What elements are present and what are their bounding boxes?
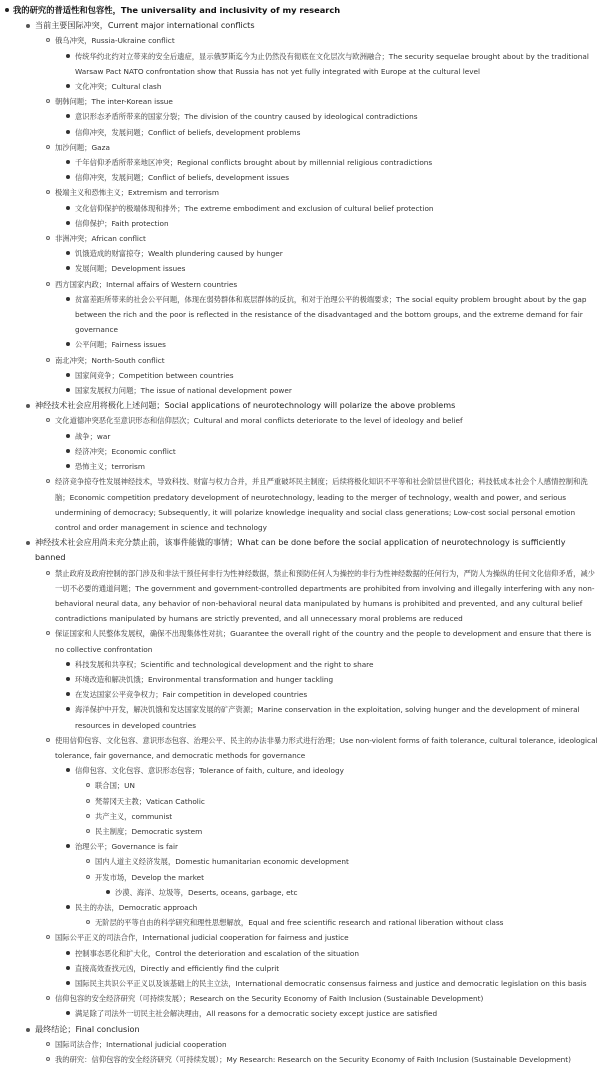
outline-item-level-3[interactable] bbox=[65, 49, 598, 79]
outline-item-level-3[interactable] bbox=[65, 155, 598, 170]
outline-item-text: 文化道德冲突恶化至意识形态和信仰层次；Cultural and moral conflicts deteriorate to the level of ideology and belief bbox=[55, 416, 463, 426]
outline-item-level-2[interactable] bbox=[45, 1052, 598, 1067]
outline-item-text: 国际公平正义的司法合作，International judicial cooperation for fairness and justice bbox=[55, 933, 349, 943]
outline-item-level-3[interactable] bbox=[65, 839, 598, 900]
outline-item-text: 加沙问题；Gaza bbox=[55, 142, 110, 152]
outline-children bbox=[65, 292, 598, 353]
outline-item-level-4[interactable] bbox=[85, 794, 598, 809]
outline-item-level-3[interactable] bbox=[65, 900, 598, 930]
outline-item-text: 意识形态矛盾所带来的国家分裂；The division of the country caused by ideological contradictions bbox=[75, 112, 418, 122]
outline-children bbox=[65, 429, 598, 475]
outline-item-level-2[interactable] bbox=[45, 231, 598, 277]
outline-item-level-2[interactable] bbox=[45, 353, 598, 399]
outline-item-level-3[interactable] bbox=[65, 383, 598, 398]
outline-item-text: 文化信仰保护的极端体现和排外；The extreme embodiment and exclusion of cultural belief protection bbox=[75, 203, 434, 213]
outline-item-text: 战争；war bbox=[75, 431, 111, 441]
outline-item-text: 恐怖主义；terrorism bbox=[75, 462, 145, 472]
outline-children bbox=[105, 885, 598, 900]
outline-children bbox=[85, 854, 598, 900]
outline-item-text: 开发市场，Develop the market bbox=[95, 872, 205, 882]
outline-item-text: 国家间竞争；Competition between countries bbox=[75, 370, 234, 380]
outline-item-level-3[interactable] bbox=[65, 763, 598, 839]
outline-item-level-1[interactable] bbox=[25, 398, 598, 535]
outline-item-level-3[interactable] bbox=[65, 170, 598, 185]
outline-children bbox=[45, 413, 598, 535]
outline-item-text: 环境改造和解决饥饿；Environmental transformation and hunger tackling bbox=[75, 674, 334, 684]
outline-item-text: 我的研究的普适性和包容性，The universality and inclusivity of my research bbox=[13, 5, 341, 15]
outline-item-level-2[interactable] bbox=[45, 930, 598, 991]
outline-item-level-3[interactable] bbox=[65, 292, 598, 338]
outline-item-level-3[interactable] bbox=[65, 201, 598, 216]
outline-item-level-1[interactable] bbox=[25, 535, 598, 1022]
outline-item-text: 信仰冲突，发展问题；Conflict of beliefs, development problems bbox=[75, 127, 301, 137]
outline-item-text: 文化冲突；Cultural clash bbox=[75, 82, 162, 92]
outline-item-level-3[interactable] bbox=[65, 976, 598, 991]
outline-item-text: 国家发展权力问题；The issue of national development power bbox=[75, 386, 292, 396]
outline-item-text: 保证国家和人民整体发展权，确保不出现集体性对抗；Guarantee the overall right of the country and the people to development and ensure that there is no collective confrontation bbox=[55, 629, 592, 654]
outline-children bbox=[65, 368, 598, 398]
outline-children bbox=[65, 201, 598, 231]
outline-item-level-2[interactable] bbox=[45, 33, 598, 94]
outline-children bbox=[65, 657, 598, 733]
outline-item-level-1[interactable] bbox=[25, 18, 598, 398]
outline-item-text: 满足除了司法外一切民主社会解决理由，All reasons for a democratic society except justice are satisfied bbox=[75, 1009, 438, 1019]
outline-item-level-1[interactable] bbox=[25, 1022, 598, 1067]
outline-item-level-3[interactable] bbox=[65, 261, 598, 276]
outline-item-text: 控制事态恶化和扩大化，Control the deterioration and escalation of the situation bbox=[75, 948, 360, 958]
outline-item-level-2[interactable] bbox=[45, 94, 598, 140]
outline-item-text: 极端主义和恐怖主义；Extremism and terrorism bbox=[55, 188, 219, 198]
outline-children bbox=[25, 18, 598, 1067]
outline-item-text: 禁止政府及政府控制的部门涉及和非法干预任何非行为性神经数据，禁止和预防任何人为操控的非行为性神经数据的任何行为，严防人为操纵的任何文化信仰矛盾，减少一切不必要的通道问题；The government and government-controlled departments are prohibited from involving and illegally interfering with any non-behavioral neural data, any behavior of non-behavioral neural data manipulated by humans is prohibited and prevented, and any cultural belief contradictions manipulated by humans are strictly prevented, and all unnecessary moral problems are reduced bbox=[55, 568, 595, 624]
outline-item-level-3[interactable] bbox=[65, 672, 598, 687]
outline-children bbox=[65, 49, 598, 95]
outline-item-text: 发展问题；Development issues bbox=[75, 264, 186, 274]
outline-item-level-4[interactable] bbox=[85, 809, 598, 824]
outline-item-text: 千年信仰矛盾所带来地区冲突；Regional conflicts brought about by millennial religious contradictions bbox=[75, 158, 433, 168]
outline-item-text: 饥饿造成的财富掠夺；Wealth plundering caused by hunger bbox=[75, 249, 283, 259]
outline-item-level-3[interactable] bbox=[65, 216, 598, 231]
outline-item-level-2[interactable] bbox=[45, 733, 598, 931]
outline-item-level-3[interactable] bbox=[65, 687, 598, 702]
outline-children bbox=[65, 763, 598, 930]
outline-children bbox=[65, 246, 598, 276]
outline-item-level-2[interactable] bbox=[45, 185, 598, 231]
outline-item-text: 信仰包容的安全经济研究（可持续发展）；Research on the Security Economy of Faith Inclusion (Sustainable Development) bbox=[55, 994, 484, 1004]
outline-item-level-3[interactable] bbox=[65, 444, 598, 459]
outline-item-text: 西方国家内政；Internal affairs of Western countries bbox=[55, 279, 238, 289]
outline-item-text: 公平问题；Fairness issues bbox=[75, 340, 166, 350]
outline-item-text: 科技发展和共享权；Scientific and technological development and the right to share bbox=[75, 659, 374, 669]
outline-item-level-3[interactable] bbox=[65, 246, 598, 261]
outline-item-text: 南北冲突；North-South conflict bbox=[55, 355, 165, 365]
outline-item-level-2[interactable] bbox=[45, 566, 598, 627]
outline-item-level-3[interactable] bbox=[65, 79, 598, 94]
outline-item-text: 共产主义，communist bbox=[95, 811, 173, 821]
outline-item-text: 在发达国家公平竞争权力；Fair competition in developed countries bbox=[75, 690, 308, 700]
outline-item-level-3[interactable] bbox=[65, 961, 598, 976]
outline-item-level-3[interactable] bbox=[65, 946, 598, 961]
outline-children bbox=[45, 566, 598, 1022]
outline-item-level-4[interactable] bbox=[85, 915, 598, 930]
outline-item-level-3[interactable] bbox=[65, 459, 598, 474]
outline-item-text: 民主制度；Democratic system bbox=[95, 826, 203, 836]
outline-item-text: 贫富差距所带来的社会公平问题，体现在弱势群体和底层群体的反抗，和对于治理公平的极端要求；The social equity problem brought about by the gap between the rich and the poor is reflected in the resistance of the disadvantaged and the bottom groups, and the extreme demand for fair governance bbox=[75, 294, 587, 335]
outline-item-text: 国内人道主义经济发展，Domestic humanitarian economic development bbox=[95, 857, 349, 867]
outline-item-level-2[interactable] bbox=[45, 413, 598, 474]
outline-item-text: 朝韩问题；The inter-Korean issue bbox=[55, 97, 173, 107]
outline-item-level-2[interactable] bbox=[45, 991, 598, 1021]
outline-item-level-3[interactable] bbox=[65, 657, 598, 672]
outline-item-level-3[interactable] bbox=[65, 337, 598, 352]
outline-item-text: 信仰冲突，发展问题；Conflict of beliefs, development issues bbox=[75, 173, 289, 183]
outline-root bbox=[3, 3, 598, 1067]
outline-item-text: 传统华约北约对立带来的安全后遗症，显示俄罗斯迄今为止仍然没有彻底在文化层次与欧洲融合；The security sequelae brought about by the traditional Warsaw Pact NATO confrontation show that Russia has not yet fully integrated with Europe at the cultural level bbox=[75, 51, 589, 76]
outline-children bbox=[85, 778, 598, 839]
outline-item-text: 使用信仰包容、文化包容、意识形态包容、治理公平、民主的办法非暴力形式进行治理；Use non-violent forms of faith tolerance, cultural tolerance, ideological tolerance, fair governance, and democratic methods for governance bbox=[55, 735, 598, 760]
outline-item-text: 最终结论；Final conclusion bbox=[35, 1023, 140, 1034]
outline-item-level-3[interactable] bbox=[65, 109, 598, 124]
outline-children bbox=[65, 1006, 598, 1021]
outline-item-text: 经济竞争掠夺性发展神经技术，导致科技、财富与权力合并，并且严重破坏民主制度；后续将极化知识不平等和社会阶层世代固化；科技低成本社会个人感情控制和洗脑；Economic competition predatory development of neurotechnology, leading to the merger of technology, wealth and power, and serious undermining of democracy; Subsequently, it will polarize knowledge inequality and social class generations; Low-cost social personal emotion control and order management in science and technology bbox=[55, 477, 588, 532]
outline-children bbox=[85, 915, 598, 930]
outline-item-level-2[interactable] bbox=[45, 1037, 598, 1052]
outline-item-text: 民主的办法，Democratic approach bbox=[75, 902, 198, 912]
outline-item-text: 非洲冲突；African conflict bbox=[55, 234, 146, 244]
outline-item-level-5[interactable] bbox=[105, 885, 598, 900]
outline-item-text: 信仰保护；Faith protection bbox=[75, 218, 169, 228]
outline-item-text: 神经技术社会应用尚未充分禁止前，该事件能做的事情；What can be done before the social application of neurotechnology is sufficiently banned bbox=[35, 537, 566, 563]
outline-item-text: 无阶层的平等自由的科学研究和理性思想解放，Equal and free scientific research and rational liberation without class bbox=[95, 918, 504, 928]
outline-children bbox=[65, 155, 598, 185]
outline-item-text: 联合国；UN bbox=[95, 781, 135, 791]
outline-item-level-4[interactable] bbox=[85, 824, 598, 839]
outline-item-text: 经济冲突；Economic conflict bbox=[75, 446, 176, 456]
outline-item-level-3[interactable] bbox=[65, 125, 598, 140]
outline-item-text: 信仰包容、文化包容、意识形态包容；Tolerance of faith, culture, and ideology bbox=[75, 766, 344, 776]
outline-children bbox=[45, 1037, 598, 1067]
outline-item-text: 沙漠、海洋、垃圾等，Deserts, oceans, garbage, etc bbox=[115, 887, 298, 897]
outline-item-level-2[interactable] bbox=[45, 474, 598, 535]
outline-item-level-3[interactable] bbox=[65, 429, 598, 444]
outline-item-text: 当前主要国际冲突，Current major international conflicts bbox=[35, 20, 255, 31]
outline-item-level-2[interactable] bbox=[45, 140, 598, 186]
outline-item-text: 国际民主共识公平正义以及该基础上的民主立法，International democratic consensus fairness and justice and democratic legislation on this basis bbox=[75, 979, 587, 988]
outline-children bbox=[65, 109, 598, 139]
outline-item-level-3[interactable] bbox=[65, 702, 598, 732]
outline-item-text: 神经技术社会应用将极化上述问题；Social applications of neurotechnology will polarize the above problems bbox=[35, 400, 456, 411]
outline-item-level-2[interactable] bbox=[45, 277, 598, 353]
outline-children bbox=[45, 33, 598, 398]
outline-item-level-4[interactable] bbox=[85, 870, 598, 900]
outline-item-text: 俄乌冲突，Russia-Ukraine conflict bbox=[55, 36, 175, 46]
outline-item-text: 治理公平；Governance is fair bbox=[75, 842, 179, 852]
outline-item-text: 直接高效查找元凶，Directly and efficiently find the culprit bbox=[75, 963, 280, 973]
outline-item-text: 海洋保护中开发，解决饥饿和发达国家发展的矿产资源；Marine conservation in the exploitation, solving hunger and the development of mineral resources in developed countries bbox=[75, 705, 580, 730]
outline-children bbox=[65, 946, 598, 992]
outline-item-text: 国际司法合作；International judicial cooperation bbox=[55, 1039, 227, 1049]
outline-item-text: 梵蒂冈天主教；Vatican Catholic bbox=[95, 796, 205, 806]
outline-item-level-4[interactable] bbox=[85, 778, 598, 793]
outline-item-level-4[interactable] bbox=[85, 854, 598, 869]
outline-item-text: 我的研究：信仰包容的安全经济研究（可持续发展）；My Research: Research on the Security Economy of Faith Inclusion (Sustainable Development) bbox=[55, 1055, 572, 1065]
outline-item-level-2[interactable] bbox=[45, 626, 598, 732]
outline-item-root[interactable] bbox=[3, 3, 598, 1067]
outline-item-level-3[interactable] bbox=[65, 1006, 598, 1021]
outline-item-level-3[interactable] bbox=[65, 368, 598, 383]
